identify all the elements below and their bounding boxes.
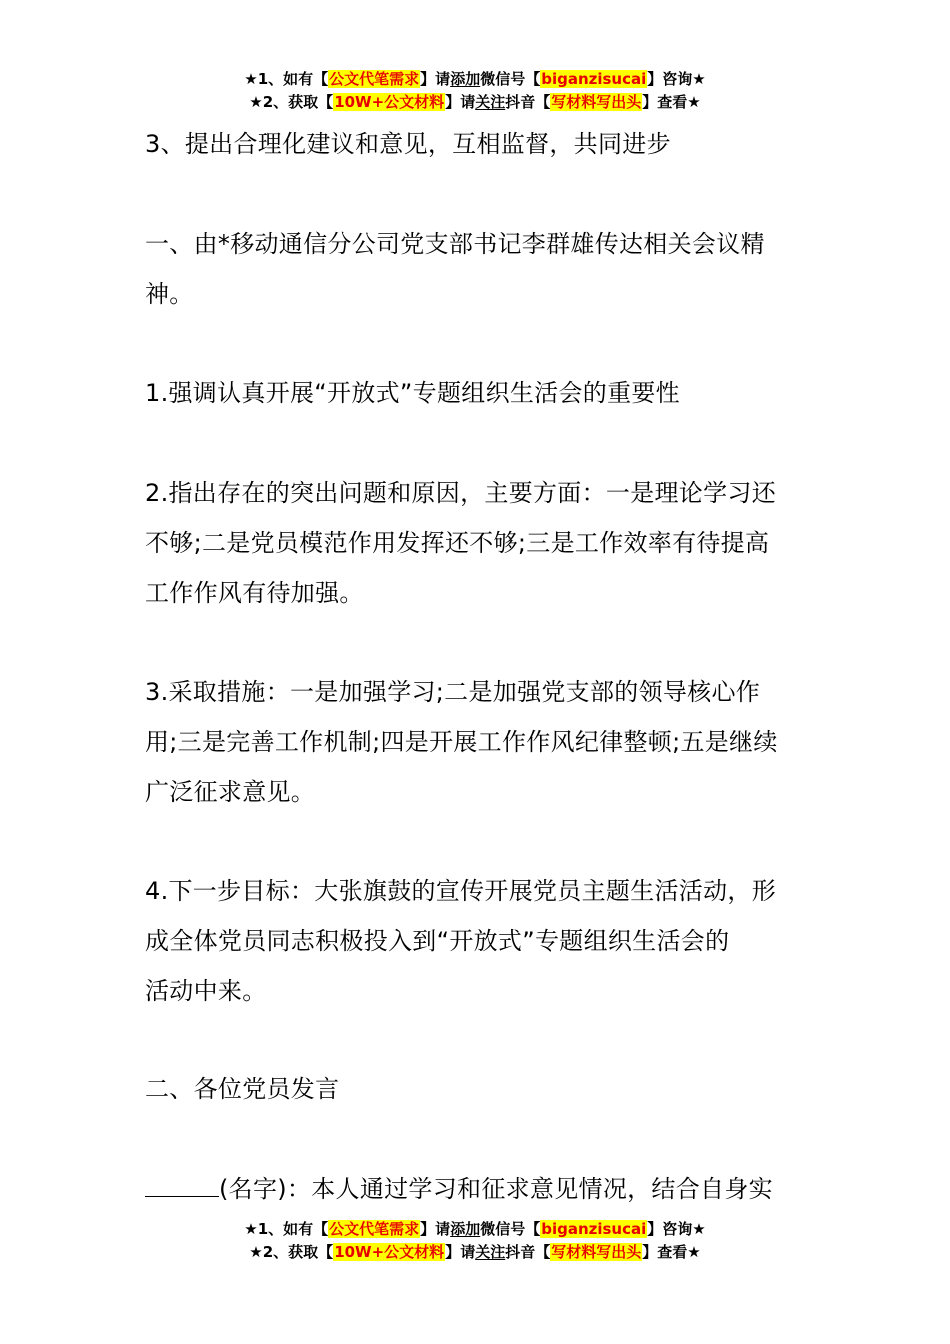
banner-highlight: 写材料写出头 bbox=[551, 93, 642, 111]
name-blank bbox=[145, 1170, 219, 1197]
banner-underline: 关注 bbox=[475, 93, 506, 111]
paragraph-line: 2.指出存在的突出问题和原因，主要方面：一是理论学习还 bbox=[145, 479, 776, 507]
banner-text: 】查看★ bbox=[642, 93, 701, 111]
banner-highlight: 公文代笔需求 bbox=[329, 70, 420, 88]
banner-line-1 bbox=[0, 1218, 950, 1241]
paragraph-line: 3.采取措施：一是加强学习;二是加强党支部的领导核心作 bbox=[145, 678, 761, 706]
banner-text: 】请 bbox=[445, 93, 476, 111]
paragraph-line: 活动中来。 bbox=[145, 977, 267, 1005]
banner-text: 】请 bbox=[420, 70, 451, 88]
banner-line-2 bbox=[0, 1241, 950, 1264]
banner-text: 微信号【 bbox=[480, 1220, 541, 1238]
banner-text: ★2、获取【 bbox=[249, 93, 334, 111]
paragraph-line: 工作作风有待加强。 bbox=[145, 579, 364, 607]
banner-highlight: biganzisucai bbox=[541, 70, 647, 88]
bottom-banner bbox=[0, 1218, 950, 1264]
banner-highlight: 10W+公文材料 bbox=[334, 93, 445, 111]
banner-line-2 bbox=[0, 91, 950, 114]
banner-line-1 bbox=[0, 68, 950, 91]
banner-highlight: 写材料写出头 bbox=[551, 1243, 642, 1261]
paragraph-text: (名字)：本人通过学习和征求意见情况，结合自身实 bbox=[219, 1175, 773, 1203]
banner-text: 】查看★ bbox=[642, 1243, 701, 1261]
banner-text: 抖音【 bbox=[505, 93, 551, 111]
paragraph-line: 4.下一步目标：大张旗鼓的宣传开展党员主题生活活动，形 bbox=[145, 877, 776, 905]
banner-text: 】咨询★ bbox=[647, 70, 706, 88]
banner-text: 微信号【 bbox=[480, 70, 541, 88]
banner-highlight: 10W+公文材料 bbox=[334, 1243, 445, 1261]
banner-underline: 添加 bbox=[450, 70, 481, 88]
top-banner bbox=[0, 68, 950, 114]
banner-highlight: 公文代笔需求 bbox=[329, 1220, 420, 1238]
paragraph-line: 用;三是完善工作机制;四是开展工作作风纪律整顿;五是继续 bbox=[145, 728, 778, 756]
paragraph: 1.强调认真开展“开放式”专题组织生活会的重要性 bbox=[145, 379, 680, 407]
paragraph: 3、提出合理化建议和意见，互相监督，共同进步 bbox=[145, 130, 671, 158]
paragraph-line: 不够;二是党员模范作用发挥还不够;三是工作效率有待提高 bbox=[145, 529, 770, 557]
paragraph-line: 成全体党员同志积极投入到“开放式”专题组织生活会的 bbox=[145, 927, 730, 955]
banner-highlight: biganzisucai bbox=[541, 1220, 647, 1238]
banner-underline: 关注 bbox=[475, 1243, 506, 1261]
banner-text: 抖音【 bbox=[505, 1243, 551, 1261]
paragraph-line: 广泛征求意见。 bbox=[145, 778, 316, 806]
paragraph-line: 神。 bbox=[145, 280, 194, 308]
banner-underline: 添加 bbox=[450, 1220, 481, 1238]
paragraph-line bbox=[145, 1164, 810, 1214]
banner-text: ★2、获取【 bbox=[249, 1243, 334, 1261]
section-heading: 二、各位党员发言 bbox=[145, 1075, 340, 1103]
paragraph-line: 一、由*移动通信分公司党支部书记李群雄传达相关会议精 bbox=[145, 230, 765, 258]
banner-text: 】请 bbox=[420, 1220, 451, 1238]
banner-text: 】请 bbox=[445, 1243, 476, 1261]
banner-text: ★1、如有【 bbox=[244, 1220, 329, 1238]
banner-text: ★1、如有【 bbox=[244, 70, 329, 88]
banner-text: 】咨询★ bbox=[647, 1220, 706, 1238]
